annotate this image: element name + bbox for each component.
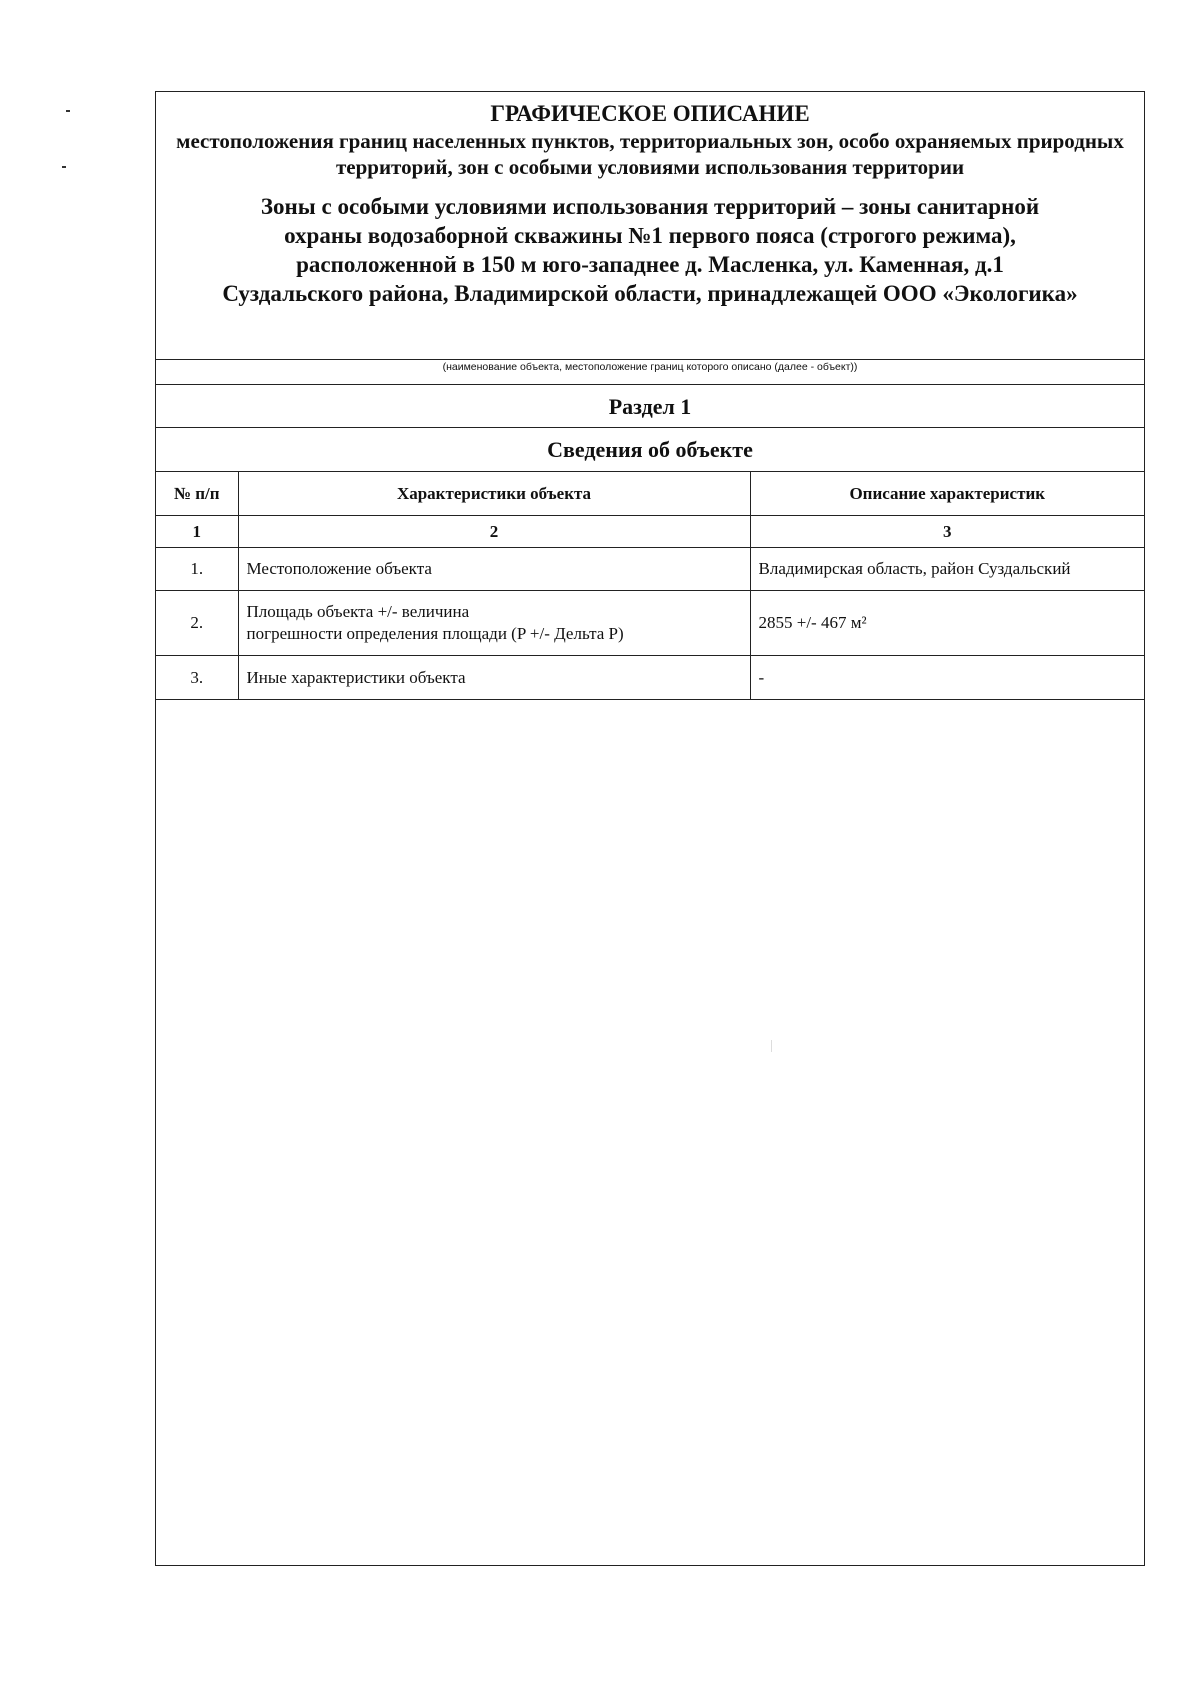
zone-line: Суздальского района, Владимирской области, принадлежащей ООО «Экологика» xyxy=(222,281,1078,306)
object-caption: (наименование объекта, местоположение границ которого описано (далее - объект)) xyxy=(156,359,1144,384)
zone-line: расположенной в 150 м юго-западнее д. Масленка, ул. Каменная, д.1 xyxy=(296,252,1004,277)
row-number: 3. xyxy=(156,656,238,700)
row-description: Владимирская область, район Суздальский xyxy=(750,548,1144,591)
characteristic-line: Иные характеристики объекта xyxy=(246,667,466,687)
zone-description xyxy=(156,192,1144,308)
document-frame xyxy=(155,91,1145,1566)
blank-area xyxy=(156,700,1144,1560)
column-index: 1 xyxy=(156,516,238,548)
row-description: 2855 +/- 467 м² xyxy=(750,591,1144,656)
document-header xyxy=(156,92,1144,359)
table-header-row xyxy=(156,472,1144,516)
row-characteristic xyxy=(238,548,750,591)
document-subtitle: местоположения границ населенных пунктов, территориальных зон, особо охраняемых природных территорий, зон с особыми условиями использования территории xyxy=(176,129,1124,179)
table-index-row xyxy=(156,516,1144,548)
row-description: - xyxy=(750,656,1144,700)
section-title: Сведения об объекте xyxy=(156,427,1144,471)
table-row xyxy=(156,591,1144,656)
section-label: Раздел 1 xyxy=(156,384,1144,427)
header-characteristic: Характеристики объекта xyxy=(238,472,750,516)
document-title: ГРАФИЧЕСКОЕ ОПИСАНИЕ xyxy=(490,101,810,126)
column-index: 3 xyxy=(750,516,1144,548)
characteristic-line: погрешности определения площади (P +/- Дельта P) xyxy=(246,624,624,643)
scan-speck xyxy=(66,110,70,112)
scan-artifact xyxy=(771,1040,772,1052)
zone-line: охраны водозаборной скважины №1 первого пояса (строгого режима), xyxy=(284,223,1016,248)
object-properties-table xyxy=(156,471,1144,700)
header-number: № п/п xyxy=(156,472,238,516)
row-characteristic xyxy=(238,591,750,656)
table-row xyxy=(156,548,1144,591)
column-index: 2 xyxy=(238,516,750,548)
zone-line: Зоны с особыми условиями использования территорий – зоны санитарной xyxy=(260,194,1040,219)
table-row xyxy=(156,656,1144,700)
header-description: Описание характеристик xyxy=(750,472,1144,516)
row-number: 2. xyxy=(156,591,238,656)
scan-speck xyxy=(62,166,66,168)
row-characteristic xyxy=(238,656,750,700)
row-number: 1. xyxy=(156,548,238,591)
characteristic-line: Местоположение объекта xyxy=(246,559,432,578)
characteristic-line: Площадь объекта +/- величина xyxy=(246,602,470,621)
